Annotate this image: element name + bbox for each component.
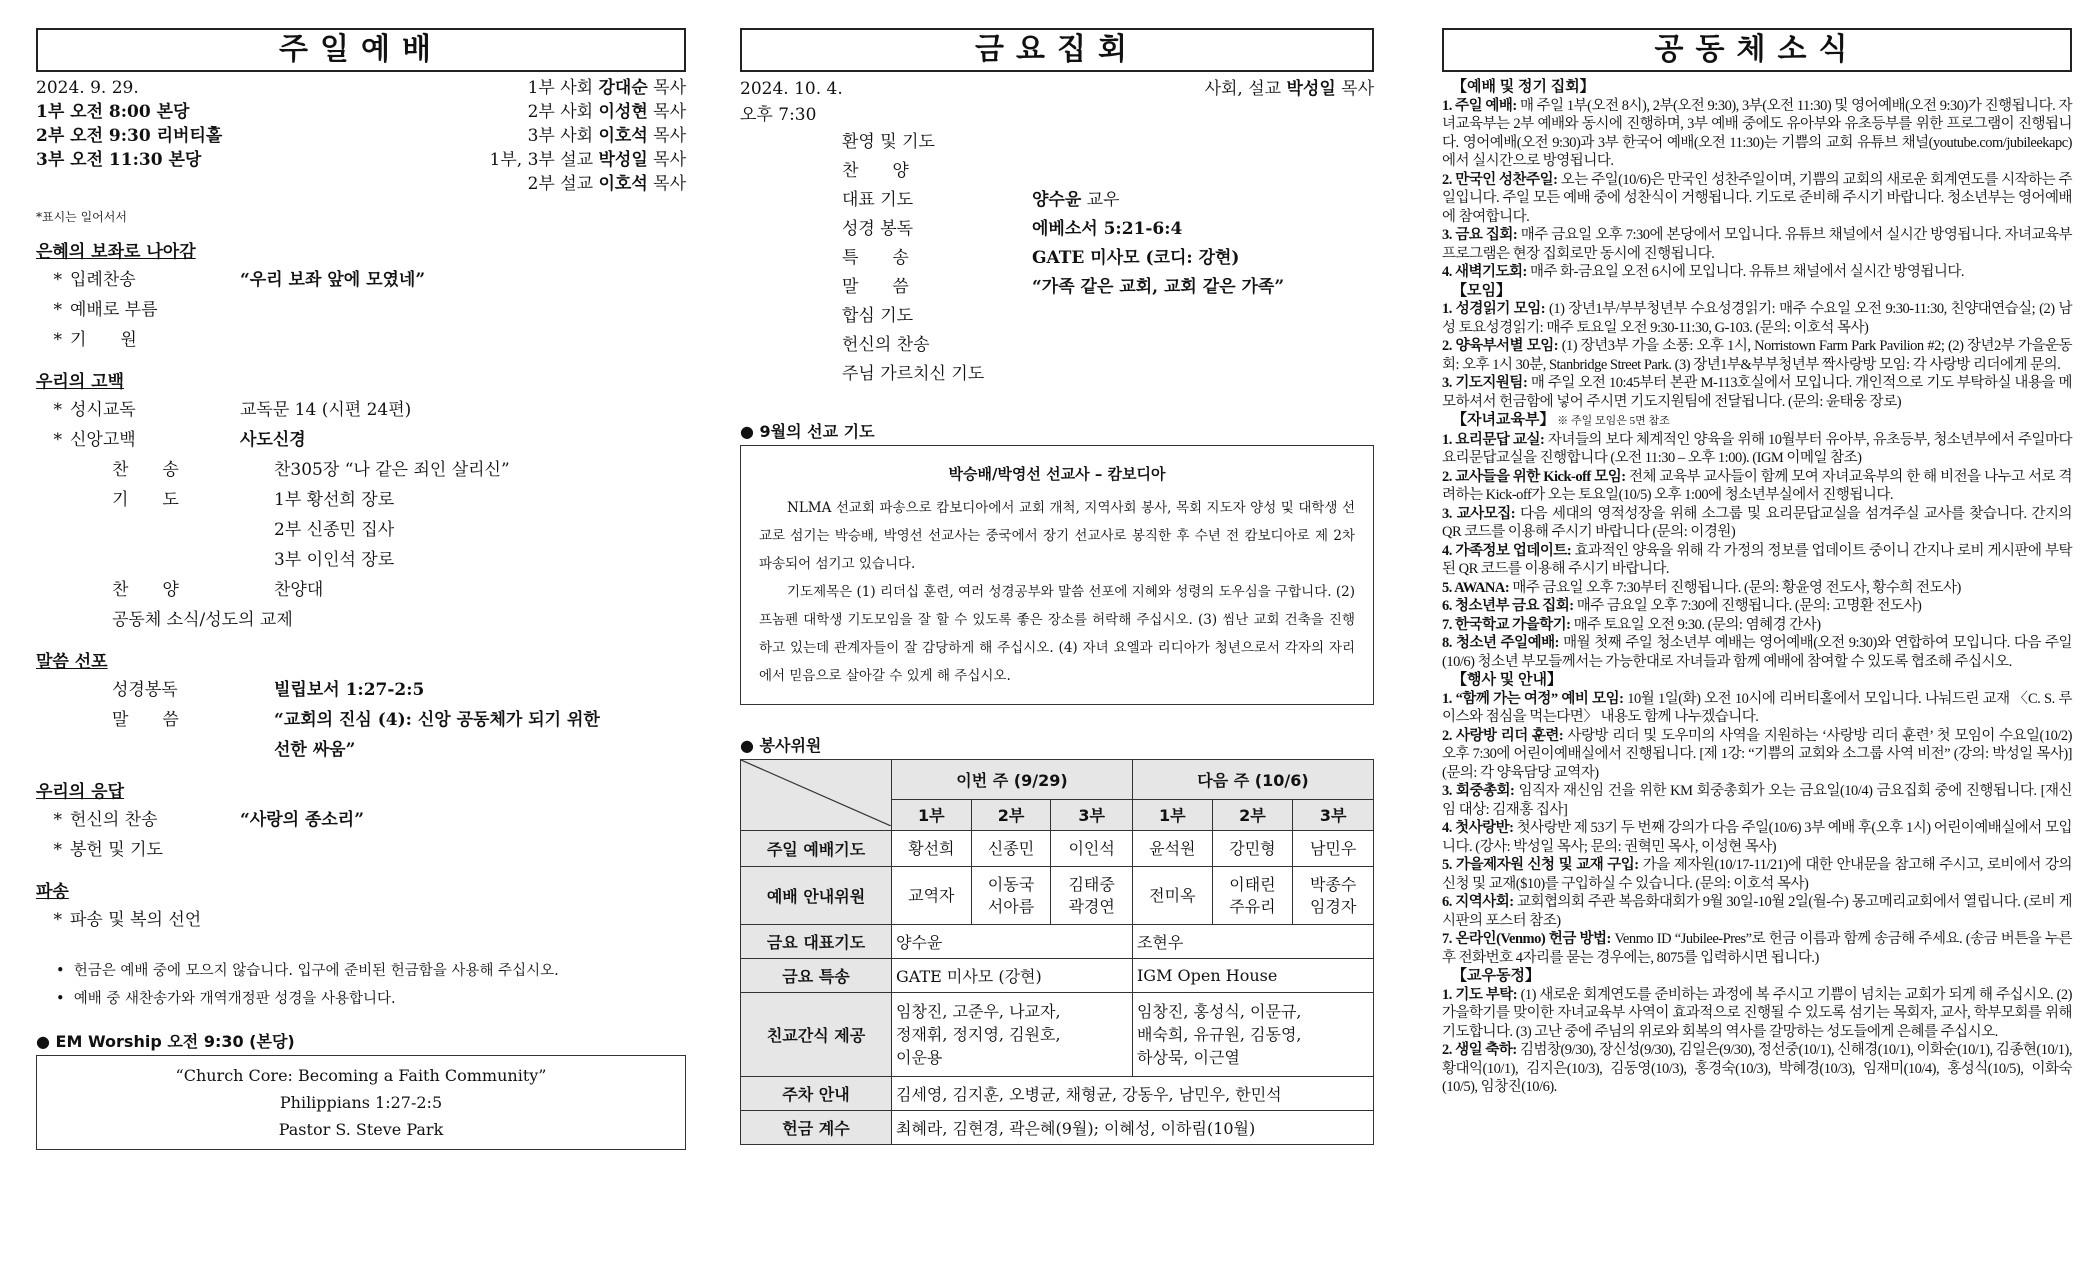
stand-mark xyxy=(36,575,70,605)
volunteers-table xyxy=(740,759,1374,1145)
program-item xyxy=(842,215,1374,244)
friday-time: 오후 7:30 xyxy=(740,105,817,125)
stand-mark xyxy=(36,455,70,485)
item-value: “사랑의 종소리” xyxy=(240,810,365,830)
news-item-head: 1. 주일 예배: xyxy=(1442,97,1517,114)
news-item-head: 2. 만국인 성찬주일: xyxy=(1442,171,1558,188)
role-line xyxy=(490,100,686,124)
news-item-head: 6. 청소년부 금요 집회: xyxy=(1442,598,1574,614)
program-value xyxy=(1032,186,1120,215)
this-week-header: 이번 주 (9/29) xyxy=(892,760,1133,800)
news-category-title: 【교우동정】 xyxy=(1452,968,1540,984)
row-label: 금요 대표기도 xyxy=(741,925,892,959)
part-header: 2부 xyxy=(971,799,1051,830)
part-header: 3부 xyxy=(1293,799,1374,830)
program-label: 말 씀 xyxy=(842,277,909,297)
liturgy-item xyxy=(36,265,686,295)
section-title: 우리의 응답 xyxy=(36,782,125,802)
news-column xyxy=(1442,28,2072,1097)
cell: 박종수 임경자 xyxy=(1293,867,1374,925)
news-item-head: 4. 가족정보 업데이트: xyxy=(1442,542,1572,559)
liturgy-item xyxy=(36,325,686,355)
row-label: 헌금 계수 xyxy=(741,1111,892,1145)
news-item-body: (1) 장년3부 가을 소풍: 오후 1시, Norristown Farm Park Pavilion #2; (2) 장년2부 가을운동회: 오후 1시 30분, Stanbridge Street Park. (3) 장년1부&부부청년부 짝사랑방 모임: 각 사랑방 리더에게 문의. xyxy=(1442,338,2072,373)
program-item xyxy=(842,360,1374,389)
cell: 임창진, 고준우, 나교자, 정재휘, 정지영, 김원호, 이운용 xyxy=(892,993,1133,1077)
program-label: 주님 가르치신 기도 xyxy=(842,364,985,384)
program-item xyxy=(842,186,1374,215)
item-label: 성시교독 xyxy=(70,400,136,420)
program-label: 환영 및 기도 xyxy=(842,132,935,152)
news-item xyxy=(1442,300,2072,337)
stand-mark xyxy=(36,735,70,765)
cell: 김세영, 김지훈, 오병균, 채형균, 강동우, 남민우, 한민석 xyxy=(892,1077,1374,1111)
program-label: 성경 봉독 xyxy=(842,219,914,239)
mission-heading: ● 9월의 선교 기도 xyxy=(740,422,875,441)
news-item-body: 매 주일 오전 10:45부터 본관 M-113호실에서 모입니다. 개인적으로 기도 부탁하실 내용을 메모하셔서 헌금함에 넣어 주시면 기도지원팀에 전달됩니다. (문의: 윤태웅 장로) xyxy=(1442,375,2072,410)
item-value: 교독문 14 (시편 24편) xyxy=(240,400,412,420)
news-item xyxy=(1442,468,2072,505)
stand-mark xyxy=(36,545,70,575)
news-item xyxy=(1442,597,2072,616)
stand-mark: * xyxy=(53,910,62,930)
role-text: 2부 사회 xyxy=(527,102,599,122)
role-text: 1부, 3부 설교 xyxy=(489,150,599,170)
role-title: 목사 xyxy=(647,126,686,146)
next-week-header: 다음 주 (10/6) xyxy=(1132,760,1373,800)
program-value-main: “가족 같은 교회, 교회 같은 가족” xyxy=(1032,277,1285,297)
program-label: 합심 기도 xyxy=(842,306,914,326)
item-value: 2부 신종민 집사 xyxy=(274,520,395,540)
item-label: 예배로 부름 xyxy=(70,300,158,320)
news-item-head: 2. 생일 축하: xyxy=(1442,1042,1517,1058)
news-item-head: 3. 기도지원팀: xyxy=(1442,375,1528,391)
item-label: 말 씀 xyxy=(112,710,179,730)
news-item xyxy=(1442,226,2072,263)
sunday-header xyxy=(36,76,686,196)
news-item-body: 매주 금요일 오후 7:30에 본당에서 모입니다. 유튜브 채널에서 실시간 방영됩니다. 자녀교육부 프로그램은 현장 집회로만 동시에 진행됩니다. xyxy=(1442,227,2072,262)
stand-mark xyxy=(36,605,70,635)
news-item xyxy=(1442,986,2072,1042)
service-time-2: 2부 오전 9:30 리버티홀 xyxy=(36,126,223,146)
stand-mark: * xyxy=(53,300,62,320)
item-value xyxy=(240,295,686,325)
table-corner xyxy=(741,760,892,831)
item-label: 신앙고백 xyxy=(70,430,136,450)
cell: 신종민 xyxy=(971,831,1051,867)
row-label: 주일 예배기도 xyxy=(741,831,892,867)
news-category-title: 【행사 및 안내】 xyxy=(1452,672,1562,688)
news-item-head: 2. 양육부서별 모임: xyxy=(1442,338,1559,354)
news-item-body: 전체 교육부 교사들이 함께 모여 자녀교육부의 한 해 비전을 나누고 서로 격려하는 Kick-off가 오는 토요일(10/5) 오후 1:00에 청소년부실에서 진행됩니다. xyxy=(1442,468,2072,503)
liturgy-item xyxy=(36,835,686,865)
news-item-body: 매 주일 1부(오전 8시), 2부(오전 9:30), 3부(오전 11:30) 및 영어예배(오전 9:30)가 진행됩니다. 자녀교육부는 2부 예배와 동시에 진행하며, 3부 예배 중에도 유아부와 유초등부를 위한 프로그램이 진행됩니다. 영어예배(오전 9:30)과 3부 한국어 예배(오전 11:30)는 기쁨의 교회 유튜브 채널(youtube.com/jubileekapc)에서 실시간으로 방영됩니다. xyxy=(1442,97,2072,169)
news-item xyxy=(1442,634,2072,671)
mission-paragraph-2: 기도제목은 (1) 리더십 훈련, 여러 성경공부와 말씀 선포에 지혜와 성령의 도우심을 구합니다. (2) 프놈펜 대학생 기도모임을 잘 할 수 있도록 좋은 장소를 허락해 주십시오. (3) 씸난 교회 건축을 진행하고 있는데 관계자들이 잘 감당하게 해 주십시오. (4) 자녀 요엘과 리디아가 청년으로서 각자의 자리에서 믿음으로 살아갈 수 있게 해 주십시오. xyxy=(759,584,1355,684)
em-worship-box xyxy=(36,1055,686,1150)
program-label: 대표 기도 xyxy=(842,190,914,210)
news-item-body: 사랑방 리더 및 도우미의 사역을 지원하는 ‘사랑방 리더 훈련’ 첫 모임이 수요일(10/2) 오후 7:30에 어린이예배실에서 진행됩니다. [제 1강: “기쁨의 교회와 소그룹 사역 비전” (강의: 박성일 목사)] (문의: 각 양육담당 교역자) xyxy=(1442,727,2072,781)
news-item-head: 8. 청소년 주일예배: xyxy=(1442,635,1559,651)
news-category-title: 【자녀교육부】 xyxy=(1452,412,1555,428)
program-value-main: GATE 미사모 (코디: 강현) xyxy=(1032,248,1240,268)
em-passage: Philippians 1:27-2:5 xyxy=(279,1093,443,1112)
item-label xyxy=(70,545,274,575)
role-line xyxy=(490,148,686,172)
cell: 최혜라, 김현경, 곽은혜(9월); 이혜성, 이하림(10월) xyxy=(892,1111,1374,1145)
stand-mark: * xyxy=(53,400,62,420)
news-category xyxy=(1442,282,2072,301)
stand-mark: * xyxy=(53,270,62,290)
news-item-head: 7. 한국학교 가을학기: xyxy=(1442,616,1571,633)
item-value: 선한 싸움” xyxy=(274,740,356,760)
role-name: 강대순 xyxy=(598,78,648,98)
news-item-body: 10월 1일(화) 오전 10시에 리버티홀에서 모입니다. 나눠드린 교재 〈C. S. 루이스와 점심을 먹는다면〉 내용도 함께 나누겠습니다. xyxy=(1442,690,2072,725)
news-item-body: 매주 금요일 오후 7:30부터 진행됩니다. (문의: 황윤영 전도사, 황수희 전도사) xyxy=(1509,579,1961,596)
table-row xyxy=(741,1111,1374,1145)
news-item-head: 2. 사랑방 리더 훈련: xyxy=(1442,727,1564,744)
news-item-body: 효과적인 양육을 위해 각 가정의 정보를 업데이트 중이니 간지나 로비 게시판에 부탁된 QR 코드를 이용해 주시기 바랍니다. xyxy=(1442,542,2072,577)
part-header: 1부 xyxy=(892,799,972,830)
news-item-body: 교회협의회 주관 복음화대회가 9월 30일-10월 2일(월-수) 몽고메리교회에서 열립니다. (로비 게시판의 포스터 참조) xyxy=(1442,894,2072,929)
news-category-title: 【모임】 xyxy=(1452,282,1511,299)
news-item-head: 5. 가을제자원 신청 및 교재 구입: xyxy=(1442,857,1639,873)
role-name: 이호석 xyxy=(598,174,648,194)
news-item-head: 3. 금요 집회: xyxy=(1442,227,1518,243)
stand-mark xyxy=(36,675,70,705)
cell: 이인석 xyxy=(1051,831,1133,867)
sunday-date: 2024. 9. 29. xyxy=(36,78,139,98)
program-item xyxy=(842,331,1374,360)
service-time-1: 1부 오전 8:00 본당 xyxy=(36,102,190,122)
news-item xyxy=(1442,263,2072,282)
program-value xyxy=(1032,244,1239,273)
cell: GATE 미사모 (강현) xyxy=(892,959,1133,993)
sunday-times xyxy=(36,76,222,196)
news-item-body: 임직자 재신임 건을 위한 KM 회중총회가 오는 금요일(10/4) 금요집회 중에 진행됩니다. [재신임 대상: 김재홍 집사] xyxy=(1442,783,2073,818)
program-item xyxy=(842,157,1374,186)
item-value xyxy=(399,605,686,635)
liturgy-item xyxy=(36,395,686,425)
sunday-roles xyxy=(490,76,686,196)
item-value: 1부 황선희 장로 xyxy=(274,490,395,510)
news-item xyxy=(1442,690,2072,727)
role-line xyxy=(490,124,686,148)
liturgy-item xyxy=(36,515,686,545)
news-item xyxy=(1442,893,2072,930)
news-item-head: 3. 교사모집: xyxy=(1442,505,1516,522)
stand-mark: * xyxy=(53,810,62,830)
program-item xyxy=(842,273,1374,302)
stand-mark: * xyxy=(53,330,62,350)
stand-mark xyxy=(36,515,70,545)
item-value: 3부 이인석 장로 xyxy=(274,550,395,570)
item-label: 찬 송 xyxy=(112,460,179,480)
friday-lead: 사회, 설교 박성일 목사 xyxy=(1204,79,1374,99)
news-item xyxy=(1442,819,2072,856)
news-body xyxy=(1442,78,2072,1097)
mission-title: 박승배/박영선 선교사 – 캄보디아 xyxy=(948,465,1166,483)
program-value xyxy=(1032,273,1284,302)
liturgy-item xyxy=(36,425,686,455)
news-item xyxy=(1442,431,2072,468)
news-item-body: 매주 화-금요일 오전 6시에 모입니다. 유튜브 채널에서 실시간 방영됩니다. xyxy=(1526,264,1965,280)
cell: 임창진, 홍성식, 이문규, 배숙희, 유규원, 김동영, 하상묵, 이근열 xyxy=(1132,993,1373,1077)
news-item-body: 첫사랑반 제 53기 두 번째 강의가 다음 주일(10/6) 3부 예배 후(오후 1시) 어린이예배실에서 모입니다. (강사: 박성일 목사; 문의: 권혁민 목사, 이성현 목사) xyxy=(1442,820,2073,855)
row-label: 친교간식 제공 xyxy=(741,993,892,1077)
role-title: 목사 xyxy=(647,78,686,98)
em-preacher: Pastor S. Steve Park xyxy=(278,1120,444,1139)
news-item xyxy=(1442,930,2072,967)
part-header: 1부 xyxy=(1132,799,1212,830)
news-item-head: 7. 온라인(Venmo) 헌금 방법: xyxy=(1442,931,1611,947)
news-item-head: 1. “함께 가는 여정” 예비 모임: xyxy=(1442,690,1624,707)
row-label: 예배 안내위원 xyxy=(741,867,892,925)
stand-mark: * xyxy=(53,840,62,860)
item-label: 입례찬송 xyxy=(70,270,136,290)
item-value xyxy=(240,325,686,355)
row-label: 금요 특송 xyxy=(741,959,892,993)
sunday-service-column xyxy=(36,28,686,1150)
item-value: “교회의 진심 (4): 신앙 공동체가 되기 위한 xyxy=(274,710,600,730)
news-category xyxy=(1442,671,2072,690)
news-category xyxy=(1442,967,2072,986)
friday-column xyxy=(740,28,1374,1145)
program-value xyxy=(1032,215,1182,244)
role-name: 이호석 xyxy=(598,126,648,146)
cell: 김태중 곽경연 xyxy=(1051,867,1133,925)
liturgy-sections xyxy=(36,239,686,935)
item-label: 헌신의 찬송 xyxy=(70,810,158,830)
em-sermon-title: “Church Core: Becoming a Faith Community” xyxy=(175,1066,547,1085)
note-bible: • 예배 중 새찬송가와 개역개정판 성경을 사용합니다. xyxy=(56,991,396,1007)
table-row xyxy=(741,925,1374,959)
program-value-suffix: 교우 xyxy=(1081,190,1120,210)
cell: 강민형 xyxy=(1212,831,1293,867)
news-item xyxy=(1442,856,2072,893)
item-value: 사도신경 xyxy=(240,430,306,450)
news-item-head: 2. 교사들을 위한 Kick-off 모임: xyxy=(1442,468,1626,485)
liturgy-item xyxy=(36,735,686,765)
table-row xyxy=(741,1077,1374,1111)
role-name: 박성일 xyxy=(598,150,648,170)
cell: IGM Open House xyxy=(1132,959,1373,993)
item-value: 찬양대 xyxy=(274,580,324,600)
news-title: 공동체소식 xyxy=(1442,28,2072,72)
cell: 황선희 xyxy=(892,831,972,867)
news-item-head: 4. 새벽기도회: xyxy=(1442,264,1527,280)
news-item xyxy=(1442,727,2072,783)
news-item-body: Venmo ID “Jubilee-Pres”로 헌금 이름과 함께 송금해 주세요. (송금 버튼을 누른 후 전화번호 4자리를 묻는 경우에는, 8075를 입력하시면 됩니다.) xyxy=(1442,931,2072,966)
cell: 남민우 xyxy=(1293,831,1374,867)
liturgy-item xyxy=(36,485,686,515)
table-row xyxy=(741,959,1374,993)
role-title: 목사 xyxy=(647,150,686,170)
table-row xyxy=(741,831,1374,867)
news-item-head: 1. 성경읽기 모임: xyxy=(1442,301,1546,317)
news-item-head: 4. 첫사랑반: xyxy=(1442,820,1514,836)
news-item-head: 3. 회중총회: xyxy=(1442,783,1515,799)
news-category-note: ※ 주일 모임은 5면 참조 xyxy=(1554,415,1670,427)
news-item xyxy=(1442,97,2072,171)
news-category xyxy=(1442,78,2072,97)
program-label: 특 송 xyxy=(842,248,909,268)
program-label: 찬 양 xyxy=(842,161,909,181)
program-item xyxy=(842,302,1374,331)
sunday-notes xyxy=(36,957,686,1013)
role-title: 목사 xyxy=(647,102,686,122)
program-label: 헌신의 찬송 xyxy=(842,335,930,355)
news-category xyxy=(1442,411,2072,431)
part-header: 2부 xyxy=(1212,799,1293,830)
stand-mark xyxy=(36,485,70,515)
section-title: 말씀 선포 xyxy=(36,652,108,672)
role-name: 이성현 xyxy=(598,102,648,122)
liturgy-item xyxy=(36,705,686,735)
liturgy-item xyxy=(36,905,686,935)
friday-title: 금요집회 xyxy=(740,28,1374,72)
liturgy-item xyxy=(36,605,686,635)
news-item xyxy=(1442,374,2072,411)
news-item-body: 자녀들의 보다 체계적인 양육을 위해 10월부터 유아부, 유초등부, 청소년부에서 주일마다 요리문답교실을 진행합니다 (오전 11:30 – 오후 1:00). (IGM 이메일 참조) xyxy=(1442,431,2072,466)
item-label xyxy=(70,735,274,765)
stand-mark xyxy=(36,705,70,735)
liturgy-item xyxy=(36,675,686,705)
item-value: 찬305장 “나 같은 죄인 살리신” xyxy=(274,460,510,480)
item-label xyxy=(70,515,274,545)
section-title: 우리의 고백 xyxy=(36,372,125,392)
news-item-body: (1) 새로운 회계연도를 준비하는 과정에 복 주시고 기쁨이 넘치는 교회가 되게 해 주십시오. (2) 가을학기를 맞이한 자녀교육부 사역이 효과적으로 진행될 수 있도록 섬기는 목회자, 교사, 학부모회를 위해 기도합니다. (3) 고난 중에 주님의 위로와 회복의 역사를 갈망하는 성도들에게 은혜를 주십시오. xyxy=(1442,986,2072,1040)
news-item-body: 매주 금요일 오후 7:30에 진행됩니다. (문의: 고명환 전도사) xyxy=(1573,598,1922,614)
volunteers-heading: ● 봉사위원 xyxy=(740,736,822,755)
news-item xyxy=(1442,505,2072,542)
news-item-body: 다음 세대의 영적성장을 위해 소그룹 및 요리문답교실을 섬겨주실 교사를 찾습니다. 간지의 QR 코드를 이용해 주시기 바랍니다 (문의: 이경원) xyxy=(1442,505,2072,540)
news-item-body: 매주 토요일 오전 9:30. (문의: 염혜경 간사) xyxy=(1570,616,1821,633)
item-value: 빌립보서 1:27-2:5 xyxy=(274,680,425,700)
news-category-title: 【예배 및 정기 집회】 xyxy=(1452,79,1595,95)
news-item xyxy=(1442,1041,2072,1097)
news-item-body: (1) 장년1부/부부청년부 수요성경읽기: 매주 수요일 오전 9:30-11:30, 친양대연습실; (2) 남성 토요성경읽기: 매주 토요일 오전 9:30-11:30, G-103. (문의: 이호석 목사) xyxy=(1442,301,2072,336)
cell: 전미옥 xyxy=(1132,867,1212,925)
friday-date: 2024. 10. 4. xyxy=(740,79,843,99)
liturgy-item xyxy=(36,545,686,575)
cell: 교역자 xyxy=(892,867,972,925)
cell: 이동국 서아름 xyxy=(971,867,1051,925)
news-item xyxy=(1442,616,2072,635)
cell: 윤석원 xyxy=(1132,831,1212,867)
item-label: 파송 및 복의 선언 xyxy=(70,910,202,930)
liturgy-item xyxy=(36,295,686,325)
role-line xyxy=(490,172,686,196)
friday-program xyxy=(842,128,1374,389)
news-item xyxy=(1442,337,2072,374)
news-item xyxy=(1442,542,2072,579)
em-worship-heading: ● EM Worship 오전 9:30 (본당) xyxy=(36,1032,295,1051)
diagonal-divider xyxy=(741,760,891,826)
item-value xyxy=(378,905,686,935)
news-item-body: 매월 첫째 주일 청소년부 예배는 영어예배(오전 9:30)와 연합하여 모입니다. 다음 주일(10/6) 청소년 부모들께서는 가능한대로 자녀들과 함께 예배에 참여할 수 있도록 협조해 주십시오. xyxy=(1442,635,2072,670)
role-text: 3부 사회 xyxy=(527,126,599,146)
stand-mark: * xyxy=(53,430,62,450)
news-item-head: 1. 요리문답 교실: xyxy=(1442,431,1545,448)
item-label: 찬 양 xyxy=(112,580,179,600)
item-value: “우리 보좌 앞에 모였네” xyxy=(240,270,426,290)
stand-note: *표시는 일어서서 xyxy=(36,210,127,224)
news-item-head: 1. 기도 부탁: xyxy=(1442,986,1518,1003)
item-label: 기 도 xyxy=(112,490,179,510)
program-value-main: 에베소서 5:21-6:4 xyxy=(1032,219,1183,239)
liturgy-item xyxy=(36,805,686,835)
note-offering: • 헌금은 예배 중에 모으지 않습니다. 입구에 준비된 헌금함을 사용해 주십시오. xyxy=(56,963,559,979)
news-item xyxy=(1442,171,2072,227)
part-header: 3부 xyxy=(1051,799,1133,830)
cell: 양수윤 xyxy=(892,925,1133,959)
mission-box xyxy=(740,445,1374,705)
role-line xyxy=(490,76,686,100)
news-item-body: 김범창(9/30), 장신성(9/30), 김일은(9/30), 정선중(10/1), 신해경(10/1), 이화순(10/1), 김종현(10/1), 황대익(10/1), 김지은(10/3), 김동영(10/3), 홍경숙(10/3), 박혜경(10/3), 임재미(10/4), 홍성식(10/5), 이화숙(10/5), 임창진(10/6). xyxy=(1442,1042,2072,1095)
news-item xyxy=(1442,782,2072,819)
liturgy-item xyxy=(36,455,686,485)
friday-header xyxy=(740,76,1374,125)
cell: 조현우 xyxy=(1132,925,1373,959)
cell: 이태린 주유리 xyxy=(1212,867,1293,925)
section-title: 파송 xyxy=(36,882,69,902)
service-time-3: 3부 오전 11:30 본당 xyxy=(36,150,202,170)
item-label: 성경봉독 xyxy=(112,680,178,700)
item-label: 기 원 xyxy=(70,330,137,350)
sunday-title: 주일예배 xyxy=(36,28,686,72)
table-row xyxy=(741,993,1374,1077)
program-value-main: 양수윤 xyxy=(1032,190,1082,210)
role-text: 2부 설교 xyxy=(527,174,599,194)
table-row xyxy=(741,867,1374,925)
item-label: 공동체 소식/성도의 교제 xyxy=(112,610,293,630)
news-item-head: 6. 지역사회: xyxy=(1442,894,1514,910)
item-value xyxy=(240,835,686,865)
row-label: 주차 안내 xyxy=(741,1077,892,1111)
news-item-body: 오는 주일(10/6)은 만국인 성찬주일이며, 기쁨의 교회의 새로운 회계연도를 시작하는 주일입니다. 주일 모든 예배 중에 성찬식이 거행됩니다. 기도로 준비해 주시기 바랍니다. 청소년부는 영어예배에 참여합니다. xyxy=(1442,171,2072,225)
liturgy-item xyxy=(36,575,686,605)
news-item xyxy=(1442,579,2072,598)
news-item-head: 5. AWANA: xyxy=(1442,579,1510,596)
mission-paragraph-1: NLMA 선교회 파송으로 캄보디아에서 교회 개척, 지역사회 봉사, 목회 지도자 양성 및 대학생 선교로 섬기는 박승배, 박영선 선교사는 중국에서 장기 선교사로 봉직한 후 수년 전 캄보디아로 제 2차 파송되어 섬기고 있습니다. xyxy=(759,500,1355,572)
program-item xyxy=(842,244,1374,273)
role-title: 목사 xyxy=(647,174,686,194)
role-text: 1부 사회 xyxy=(527,78,599,98)
news-item-body: 가을 제자원(10/17-11/21)에 대한 안내문을 참고해 주시고, 로비에서 강의 신청 및 교재($10)를 구입하실 수 있습니다. (문의: 이호석 목사) xyxy=(1442,857,2072,892)
section-title: 은혜의 보좌로 나아감 xyxy=(36,242,196,262)
item-label: 봉헌 및 기도 xyxy=(70,840,163,860)
program-item xyxy=(842,128,1374,157)
